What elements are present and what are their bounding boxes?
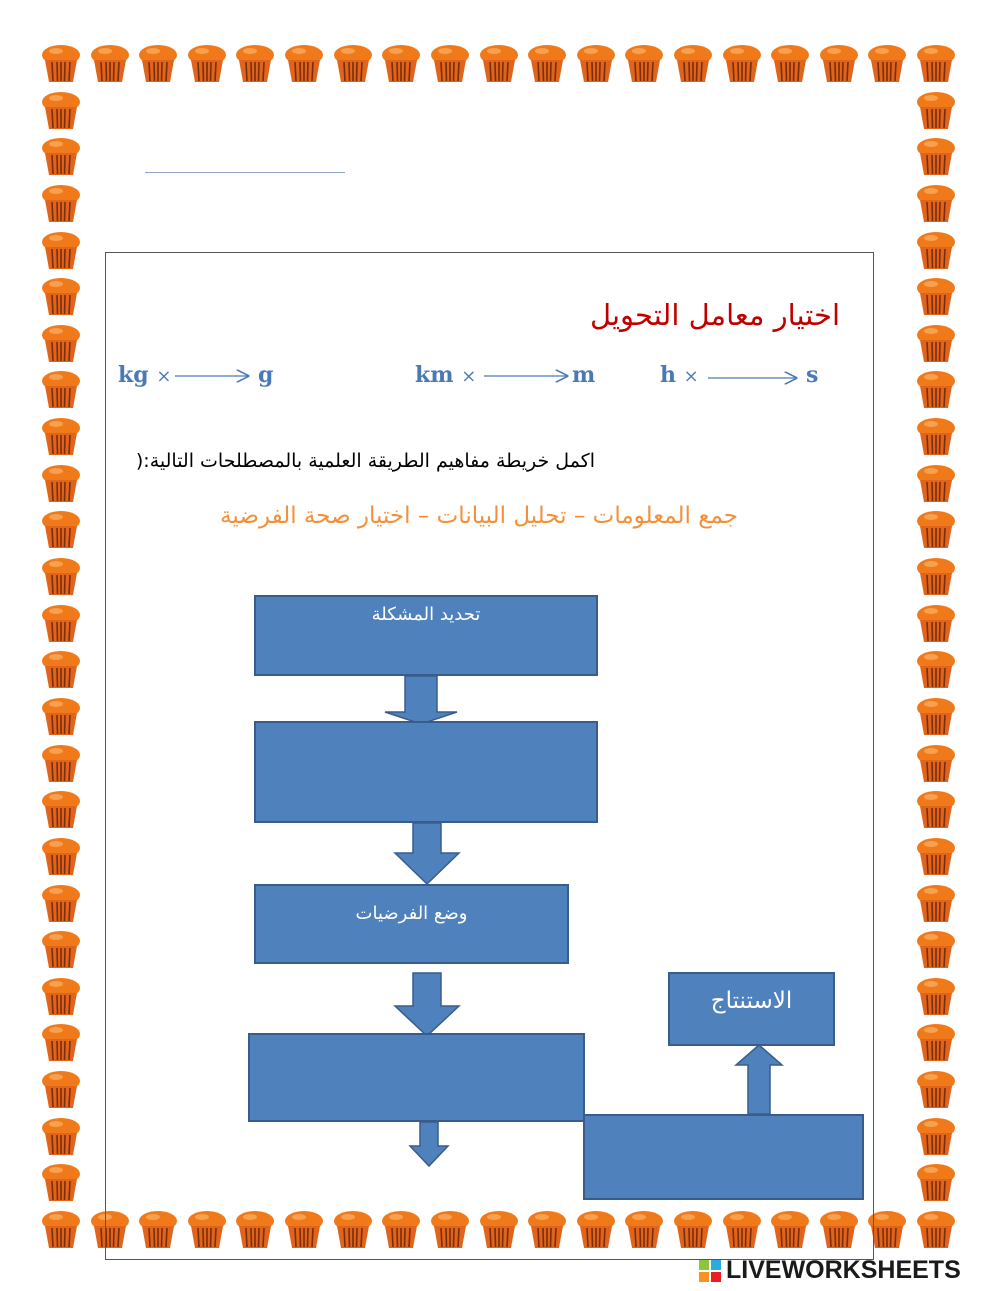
step-box-conclusion <box>668 972 835 1046</box>
flow-arrow-4 <box>410 1122 448 1166</box>
liveworksheets-watermark <box>698 1256 994 1286</box>
flow-arrow-up <box>736 1045 782 1114</box>
conversion-h-from: h × <box>660 362 699 388</box>
conversion-kg-from: kg × <box>118 362 172 388</box>
conversion-h-to: s <box>806 362 819 388</box>
flow-arrow-1 <box>385 676 457 724</box>
step1-label: تحديد المشكلة <box>371 604 481 625</box>
conclusion-label: الاستنتاج <box>710 988 793 1014</box>
watermark-text: LIVEWORKSHEETS <box>726 1256 961 1284</box>
flow-arrow-2 <box>395 823 459 884</box>
page-title: اختيار معامل التحويل <box>590 298 840 332</box>
conversion-km-from: km × <box>415 362 477 388</box>
flow-arrow-3 <box>395 973 459 1036</box>
terms-list: جمع المعلومات – تحليل البيانات – اختيار صحة الفرضية <box>220 503 738 529</box>
conversion-kg-to: g <box>258 362 274 388</box>
step-box-hypotheses <box>254 884 569 964</box>
conversion-km-to: m <box>572 362 596 388</box>
step-box-blank-1[interactable] <box>254 721 598 823</box>
instruction-text: اكمل خريطة مفاهيم الطريقة العلمية بالمصطلحات التالية:( <box>135 450 595 472</box>
step3-label: وضع الفرضيات <box>355 903 468 924</box>
step-box-define-problem <box>254 595 598 676</box>
step-box-blank-2[interactable] <box>248 1033 585 1122</box>
liveworksheets-logo-icon <box>698 1259 722 1283</box>
step-box-blank-3[interactable] <box>583 1114 864 1200</box>
